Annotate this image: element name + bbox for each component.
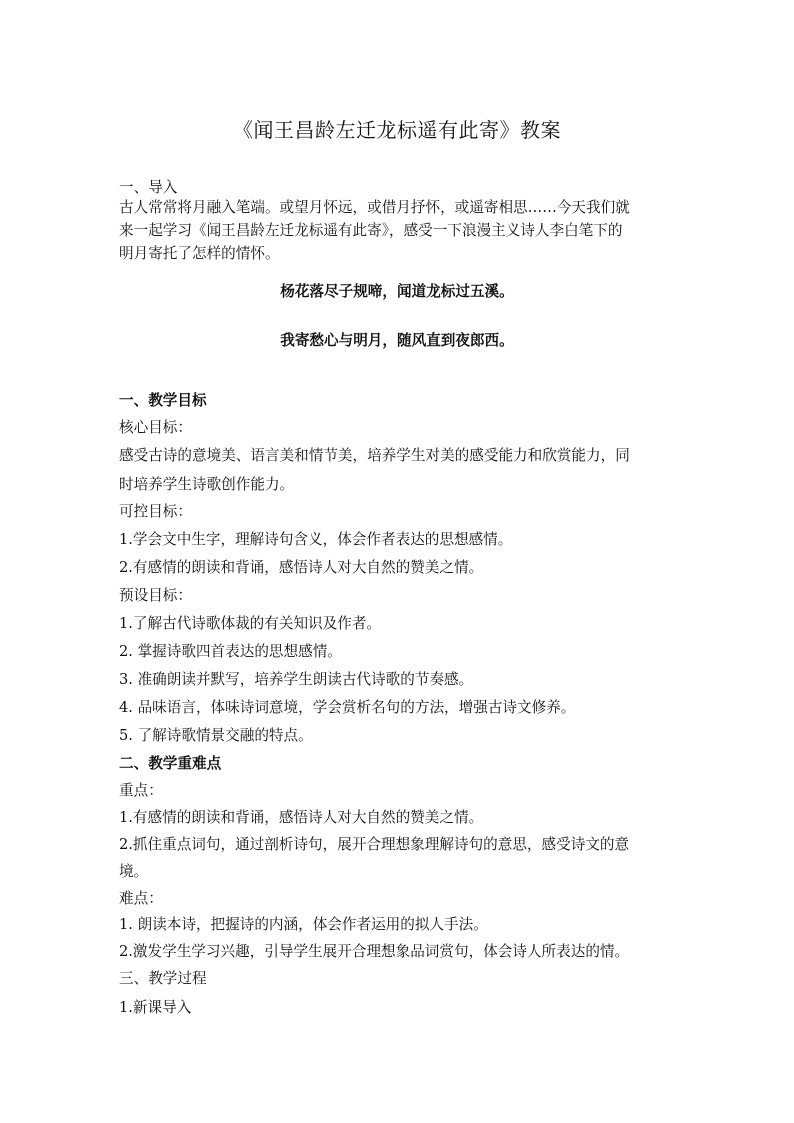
goals-heading: 一、教学目标 bbox=[119, 392, 207, 409]
core-goal-line: 感受古诗的意境美、语言美和情节美，培养学生对美的感受能力和欣赏能力，同 bbox=[119, 447, 630, 464]
difficult-line: 2.激发学生学习兴趣，引导学生展开合理想象品词赏句，体会诗人所表达的情。 bbox=[119, 943, 630, 960]
process-step: 1.新课导入 bbox=[119, 999, 192, 1016]
key-label: 重点： bbox=[119, 782, 163, 799]
preset-goal-item: 5. 了解诗歌情景交融的特点。 bbox=[119, 727, 313, 744]
core-goal-line: 时培养学生诗歌创作能力。 bbox=[119, 476, 295, 493]
intro-heading: 一、导入 bbox=[119, 179, 178, 196]
poem-line: 我寄愁心与明月，随风直到夜郎西。 bbox=[280, 332, 514, 349]
intro-paragraph-line: 古人常常将月融入笔端。或望月怀远，或借月抒怀，或遥寄相思……今天我们就 bbox=[119, 199, 630, 216]
process-heading: 三、教学过程 bbox=[119, 970, 207, 987]
document-title: 《闻王昌龄左迁龙标遥有此寄》教案 bbox=[233, 118, 561, 142]
key-line: 1.有感情的朗读和背诵，感悟诗人对大自然的赞美之情。 bbox=[119, 809, 484, 826]
control-goal-item: 1.学会文中生字，理解诗句含义，体会作者表达的思想感情。 bbox=[119, 531, 513, 548]
key-line: 境。 bbox=[119, 863, 149, 880]
preset-goal-item: 2. 掌握诗歌四首表达的思想感情。 bbox=[119, 643, 342, 660]
core-goal-label: 核心目标： bbox=[119, 419, 192, 436]
control-goal-item: 2.有感情的朗读和背诵，感悟诗人对大自然的赞美之情。 bbox=[119, 559, 484, 576]
preset-goal-label: 预设目标： bbox=[119, 587, 192, 604]
difficult-label: 难点： bbox=[119, 890, 163, 907]
poem-line: 杨花落尽子规啼，闻道龙标过五溪。 bbox=[280, 283, 514, 300]
preset-goal-item: 3. 准确朗读并默写，培养学生朗读古代诗歌的节奏感。 bbox=[119, 671, 474, 688]
key-line: 2.抓住重点词句，通过剖析诗句，展开合理想象理解诗句的意思，感受诗文的意 bbox=[119, 836, 630, 853]
preset-goal-item: 4. 品味语言，体味诗词意境，学会赏析名句的方法，增强古诗文修养。 bbox=[119, 699, 576, 716]
control-goal-label: 可控目标： bbox=[119, 503, 192, 520]
keypoints-heading: 二、教学重难点 bbox=[119, 755, 222, 772]
intro-paragraph-line: 来一起学习《闻王昌龄左迁龙标遥有此寄》，感受一下浪漫主义诗人李白笔下的 bbox=[119, 222, 623, 239]
preset-goal-item: 1.了解古代诗歌体裁的有关知识及作者。 bbox=[119, 615, 382, 632]
intro-paragraph-line: 明月寄托了怎样的情怀。 bbox=[119, 245, 280, 262]
difficult-line: 1. 朗读本诗，把握诗的内涵，体会作者运用的拟人手法。 bbox=[119, 916, 488, 933]
